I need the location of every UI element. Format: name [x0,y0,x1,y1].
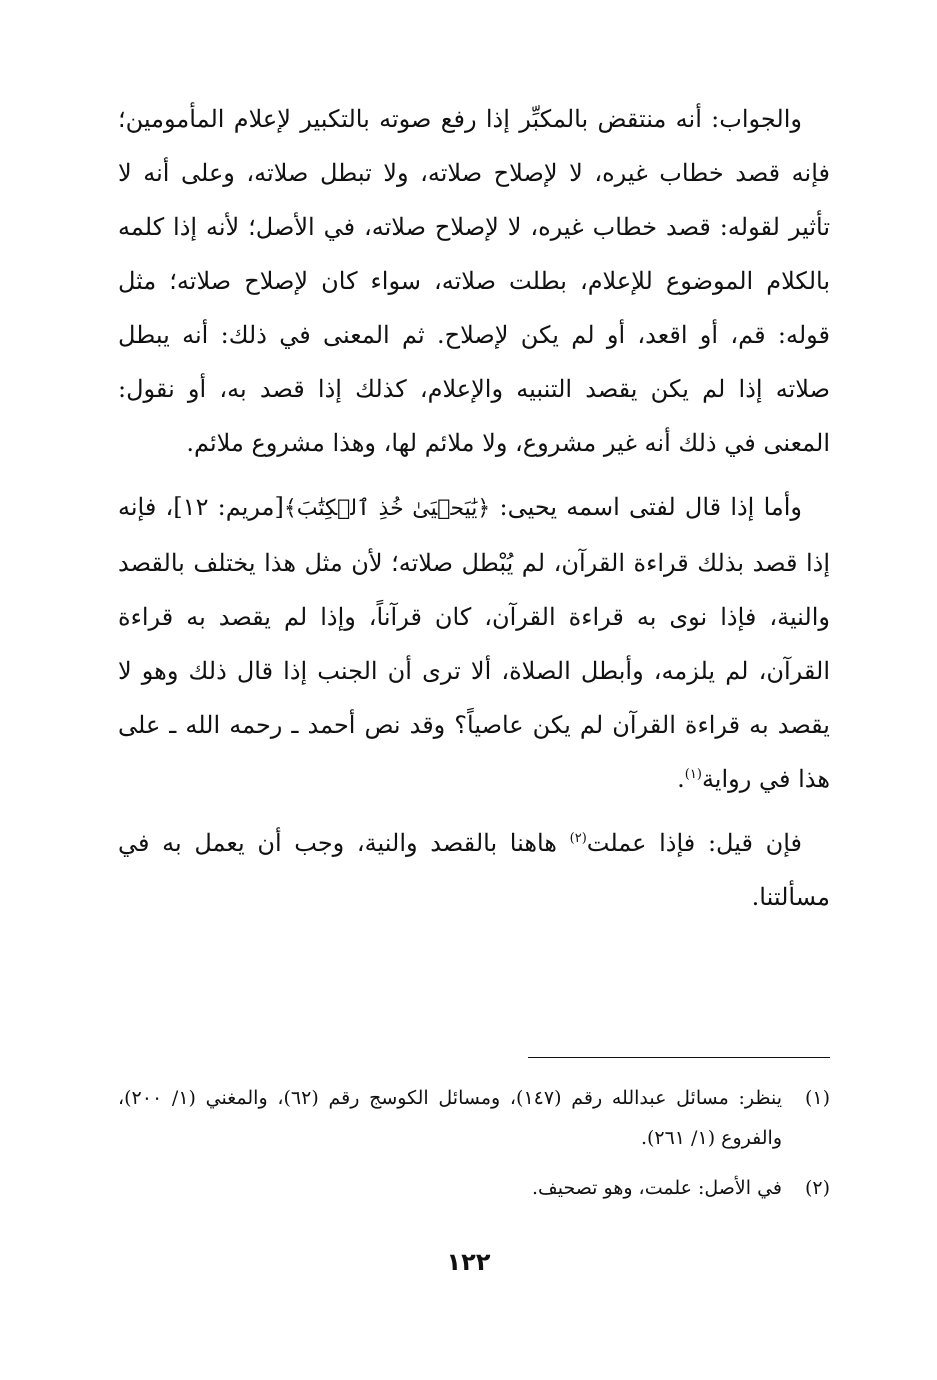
footnote-text: في الأصل: علمت، وهو تصحيف. [532,1177,782,1199]
footnote-text: ينظر: مسائل عبدالله رقم (١٤٧)، ومسائل الكوسج رقم (٦٢)، والمغني (١/ ٢٠٠)، والفروع (١/ ٢٦١). [118,1087,782,1149]
paragraph-yahya-end: . [677,765,685,793]
footnote-ref-1[interactable]: (١) [684,767,702,782]
paragraph-objection-lead: فإن قيل: فإذا عملت [586,829,802,857]
page-body [118,92,830,924]
paragraph-yahya-lead: وأما إذا قال لفتى اسمه يحيى: [490,493,802,521]
footnote-number: (١) [804,1087,830,1109]
quran-verse: ﴿يَٰيَحۡيَىٰ خُذِ ٱلۡكِتَٰبَ﴾ [283,496,491,521]
footnote-ref-2[interactable]: (٢) [569,831,587,846]
paragraph-yahya [118,480,830,806]
paragraph-objection-rest: هاهنا بالقصد والنية، وجب أن يعمل به في مسألتنا. [118,829,830,911]
footnote-1 [118,1078,830,1158]
paragraph-yahya-rest: ، فإنه إذا قصد بذلك قراءة القرآن، لم يُبْطل صلاته؛ لأن مثل هذا يختلف بالقصد والنية، فإذا نوى به قراءة القرآن، كان قرآناً، وإذا لم يقصد به قراءة القرآن، لم يلزمه، وأبطل الصلاة، ألا ترى أن الجنب إذا قال ذلك وهو لا يقصد به قراءة القرآن لم يكن عاصياً؟ وقد نص أحمد ـ رحمه الله ـ على هذا في رواية [118,493,830,793]
footnote-divider [528,1057,830,1058]
paragraph-answer-text: والجواب: أنه منتقض بالمكبِّر إذا رفع صوته بالتكبير لإعلام المأمومين؛ فإنه قصد خطاب غيره، لا لإصلاح صلاته، ولا تبطل صلاته، وعلى أنه لا تأثير لقوله: قصد خطاب غيره، لا لإصلاح صلاته، في الأصل؛ لأنه إذا كلمه بالكلام الموضوع للإعلام، بطلت صلاته، سواء كان لإصلاح صلاته؛ مثل قوله: قم، أو اقعد، أو لم يكن لإصلاح. ثم المعنى في ذلك: أنه يبطل صلاته إذا لم يكن يقصد التنبيه والإعلام، كذلك إذا قصد به، أو نقول: المعنى في ذلك أنه غير مشروع، ولا ملائم لها، وهذا مشروع ملائم. [118,105,830,457]
paragraph-objection [118,816,830,924]
verse-citation: [مريم: ١٢] [173,493,284,521]
footnote-2 [118,1168,830,1208]
paragraph-answer [118,92,830,470]
footnotes [118,1078,830,1218]
page-number: ١٢٢ [446,1248,491,1276]
footnote-number: (٢) [804,1177,830,1199]
